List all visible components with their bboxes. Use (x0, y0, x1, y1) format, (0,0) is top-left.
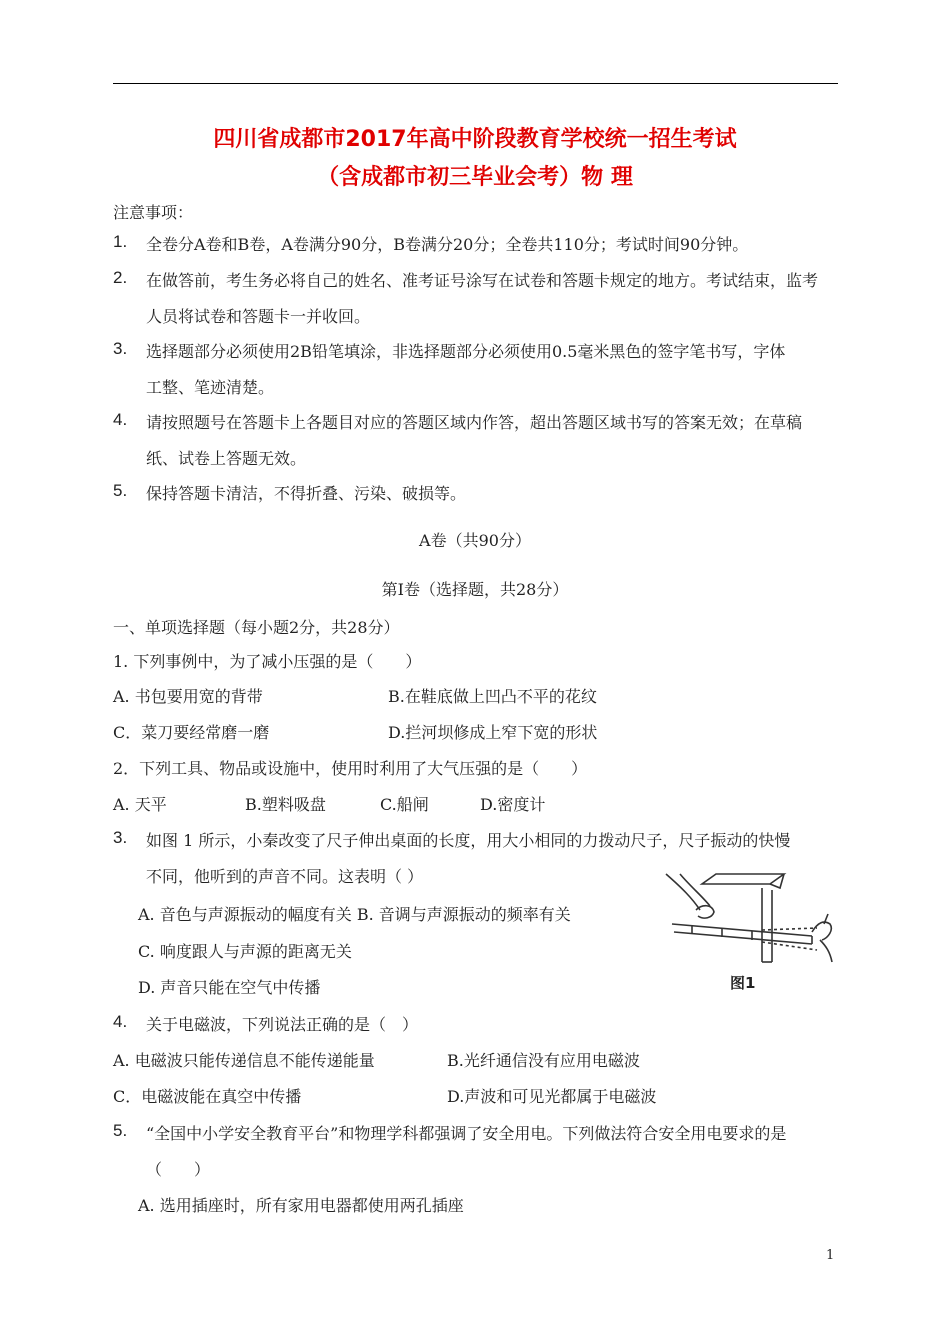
page-number: 1 (826, 1248, 835, 1263)
question-4-option-d: D.声波和可见光都属于电磁波 (447, 1087, 657, 1106)
notice-number: 2. (113, 268, 128, 287)
notice-text: 全卷分A卷和B卷，A卷满分90分，B卷满分20分；全卷共110分；考试时间90分钟。 (146, 235, 749, 254)
question-4-option-b: B.光纤通信没有应用电磁波 (447, 1051, 640, 1070)
exam-title: 四川省成都市2017年高中阶段教育学校统一招生考试 (213, 127, 737, 152)
notice-text: 选择题部分必须使用2B铅笔填涂，非选择题部分必须使用0.5毫米黑色的签字笔书写，字体 (146, 342, 786, 361)
question-1-stem: 1. 下列事例中，为了减小压强的是（ ） (113, 652, 422, 671)
question-5-stem: “全国中小学安全教育平台”和物理学科都强调了安全用电。下列做法符合安全用电要求的是 (146, 1124, 787, 1143)
notice-heading: 注意事项： (113, 203, 194, 222)
question-4-stem: 关于电磁波，下列说法正确的是（ ） (146, 1015, 419, 1034)
figure-1-ruler-illustration (662, 870, 837, 995)
notice-text: 在做答前，考生务必将自己的姓名、准考证号涂写在试卷和答题卡规定的地方。考试结束，监考 (146, 271, 819, 290)
section-i-heading: 第Ⅰ卷（选择题，共28分） (381, 580, 569, 599)
question-2-option-c: C.船闸 (380, 795, 429, 814)
header-rule (113, 83, 838, 84)
question-3-option-c: C. 响度跟人与声源的距离无关 (138, 942, 352, 961)
question-1-option-c: C．菜刀要经常磨一磨 (113, 723, 270, 742)
figure-1-caption: 图1 (730, 974, 756, 992)
question-4-option-a: A. 电磁波只能传递信息不能传递能量 (113, 1051, 375, 1070)
question-1-option-d: D.拦河坝修成上窄下宽的形状 (388, 723, 598, 742)
ruler-on-desk-drawing (662, 870, 837, 995)
question-3-options-ab: A. 音色与声源振动的幅度有关 B. 音调与声源振动的频率有关 (138, 905, 571, 924)
notice-number: 1. (113, 232, 128, 251)
question-3-option-d: D. 声音只能在空气中传播 (138, 978, 321, 997)
question-5-stem: （ ） (146, 1160, 211, 1179)
question-1-option-a: A. 书包要用宽的背带 (113, 687, 263, 706)
question-4-number: 4. (113, 1012, 128, 1031)
notice-number: 5. (113, 481, 128, 500)
notice-text: 保持答题卡清洁，不得折叠、污染、破损等。 (146, 484, 467, 503)
notice-text: 纸、试卷上答题无效。 (146, 449, 307, 468)
notice-number: 4. (113, 410, 128, 429)
question-2-option-d: D.密度计 (480, 795, 546, 814)
section-a-heading: A卷（共90分） (419, 531, 531, 550)
question-3-number: 3. (113, 828, 128, 847)
question-1-option-b: B.在鞋底做上凹凸不平的花纹 (388, 687, 597, 706)
question-3-stem: 如图 1 所示，小秦改变了尺子伸出桌面的长度，用大小相同的力拨动尺子，尺子振动的快慢 (146, 831, 791, 850)
question-3-stem: 不同，他听到的声音不同。这表明（ ） (146, 867, 424, 886)
question-5-option-a: A. 选用插座时，所有家用电器都使用两孔插座 (138, 1196, 464, 1215)
question-5-number: 5. (113, 1121, 128, 1140)
notice-text: 工整、笔迹清楚。 (146, 378, 275, 397)
notice-text: 人员将试卷和答题卡一并收回。 (146, 307, 371, 326)
question-2-option-b: B.塑料吸盘 (245, 795, 326, 814)
exam-subtitle: （含成都市初三毕业会考）物 理 (317, 165, 633, 190)
notice-text: 请按照题号在答题卡上各题目对应的答题区域内作答，超出答题区域书写的答案无效；在草稿 (146, 413, 803, 432)
question-4-option-c: C．电磁波能在真空中传播 (113, 1087, 302, 1106)
notice-number: 3. (113, 339, 128, 358)
question-2-stem: 2．下列工具、物品或设施中，使用时利用了大气压强的是（ ） (113, 759, 588, 778)
question-2-option-a: A. 天平 (113, 795, 167, 814)
part-one-heading: 一、单项选择题（每小题2分，共28分） (113, 618, 400, 637)
